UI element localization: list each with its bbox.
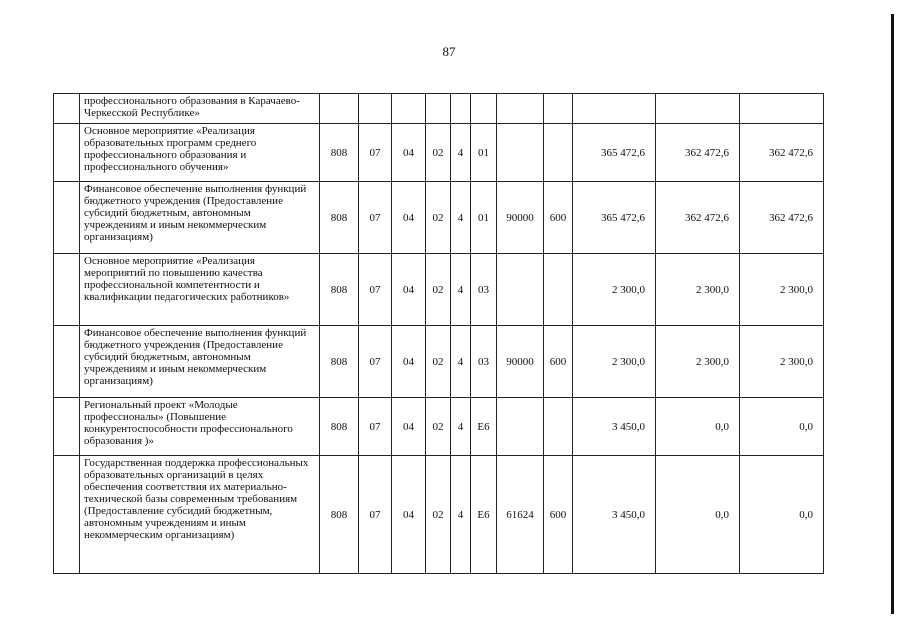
program-code-cell: 02 xyxy=(426,326,451,398)
item-name-cell: Финансовое обеспечение выполнения функций бюджетного учреждения (Предоставление субсидий бюджетным, автономным учреждениям и иным некоммерческим организациям) xyxy=(80,326,320,398)
item-name-cell: профессионального образования в Карачаево-Черкесской Республике» xyxy=(80,94,320,124)
row-number-cell xyxy=(54,456,80,574)
item-name-cell: Государственная поддержка профессиональных образовательных организаций в целях обеспечения соответствия их материально-технической базы современным требованиям (Предоставление субсидий бюджетным, автономным учреждениям и иным некоммерческим организациям) xyxy=(80,456,320,574)
subsection-code-cell: 04 xyxy=(392,326,426,398)
table-row xyxy=(54,94,824,124)
table-row xyxy=(54,326,824,398)
program-code-cell: 02 xyxy=(426,398,451,456)
activity-code-cell: 01 xyxy=(471,182,497,254)
amount-year-3-cell: 0,0 xyxy=(740,456,824,574)
amount-year-1-cell xyxy=(573,94,656,124)
direction-code-cell xyxy=(497,94,544,124)
expense-type-cell xyxy=(544,124,573,182)
page-number: 87 xyxy=(442,44,456,59)
amount-year-3-cell xyxy=(740,94,824,124)
grbs-code-cell: 808 xyxy=(320,326,359,398)
amount-year-2-cell: 362 472,6 xyxy=(656,182,740,254)
expense-type-cell: 600 xyxy=(544,456,573,574)
activity-code-cell: 03 xyxy=(471,326,497,398)
direction-code-cell: 90000 xyxy=(497,182,544,254)
item-name-cell: Основное мероприятие «Реализация образовательных программ среднего профессионального образования и профессионального обучения» xyxy=(80,124,320,182)
program-code-cell: 02 xyxy=(426,124,451,182)
activity-code-cell: 01 xyxy=(471,124,497,182)
section-code-cell: 07 xyxy=(359,456,392,574)
table-body xyxy=(54,94,824,574)
amount-year-2-cell: 2 300,0 xyxy=(656,326,740,398)
section-code-cell: 07 xyxy=(359,182,392,254)
amount-year-2-cell: 2 300,0 xyxy=(656,254,740,326)
direction-code-cell xyxy=(497,254,544,326)
row-number-cell xyxy=(54,182,80,254)
table-row xyxy=(54,398,824,456)
program-code-cell: 02 xyxy=(426,254,451,326)
subprogram-type-cell xyxy=(451,94,471,124)
grbs-code-cell: 808 xyxy=(320,254,359,326)
grbs-code-cell: 808 xyxy=(320,182,359,254)
subprogram-type-cell: 4 xyxy=(451,254,471,326)
table-row xyxy=(54,456,824,574)
activity-code-cell: 03 xyxy=(471,254,497,326)
grbs-code-cell: 808 xyxy=(320,398,359,456)
subsection-code-cell: 04 xyxy=(392,182,426,254)
grbs-code-cell: 808 xyxy=(320,124,359,182)
row-number-cell xyxy=(54,94,80,124)
amount-year-3-cell: 2 300,0 xyxy=(740,326,824,398)
row-number-cell xyxy=(54,254,80,326)
subprogram-type-cell: 4 xyxy=(451,326,471,398)
table-row xyxy=(54,254,824,326)
expense-type-cell xyxy=(544,254,573,326)
activity-code-cell xyxy=(471,94,497,124)
amount-year-2-cell: 362 472,6 xyxy=(656,124,740,182)
amount-year-3-cell: 362 472,6 xyxy=(740,182,824,254)
amount-year-1-cell: 2 300,0 xyxy=(573,326,656,398)
item-name-cell: Региональный проект «Молодые профессионалы» (Повышение конкурентоспособности профессионального образования )» xyxy=(80,398,320,456)
table-row xyxy=(54,124,824,182)
grbs-code-cell: 808 xyxy=(320,456,359,574)
section-code-cell: 07 xyxy=(359,254,392,326)
table-row xyxy=(54,182,824,254)
subprogram-type-cell: 4 xyxy=(451,398,471,456)
program-code-cell xyxy=(426,94,451,124)
section-code-cell xyxy=(359,94,392,124)
direction-code-cell: 61624 xyxy=(497,456,544,574)
direction-code-cell xyxy=(497,124,544,182)
subprogram-type-cell: 4 xyxy=(451,182,471,254)
amount-year-1-cell: 3 450,0 xyxy=(573,398,656,456)
grbs-code-cell xyxy=(320,94,359,124)
amount-year-1-cell: 2 300,0 xyxy=(573,254,656,326)
subsection-code-cell: 04 xyxy=(392,124,426,182)
scan-edge-line xyxy=(891,14,894,614)
subsection-code-cell: 04 xyxy=(392,398,426,456)
program-code-cell: 02 xyxy=(426,456,451,574)
amount-year-3-cell: 362 472,6 xyxy=(740,124,824,182)
amount-year-1-cell: 365 472,6 xyxy=(573,182,656,254)
amount-year-3-cell: 0,0 xyxy=(740,398,824,456)
direction-code-cell xyxy=(497,398,544,456)
subsection-code-cell: 04 xyxy=(392,254,426,326)
amount-year-1-cell: 3 450,0 xyxy=(573,456,656,574)
item-name-cell: Финансовое обеспечение выполнения функций бюджетного учреждения (Предоставление субсидий бюджетным, автономным учреждениям и иным некоммерческим организациям) xyxy=(80,182,320,254)
activity-code-cell: E6 xyxy=(471,398,497,456)
amount-year-2-cell xyxy=(656,94,740,124)
subprogram-type-cell: 4 xyxy=(451,124,471,182)
activity-code-cell: E6 xyxy=(471,456,497,574)
row-number-cell xyxy=(54,124,80,182)
subsection-code-cell xyxy=(392,94,426,124)
section-code-cell: 07 xyxy=(359,398,392,456)
amount-year-1-cell: 365 472,6 xyxy=(573,124,656,182)
subprogram-type-cell: 4 xyxy=(451,456,471,574)
section-code-cell: 07 xyxy=(359,326,392,398)
amount-year-2-cell: 0,0 xyxy=(656,456,740,574)
section-code-cell: 07 xyxy=(359,124,392,182)
item-name-cell: Основное мероприятие «Реализация мероприятий по повышению качества профессиональной компетентности и квалификации педагогических работников» xyxy=(80,254,320,326)
budget-table xyxy=(53,93,824,574)
program-code-cell: 02 xyxy=(426,182,451,254)
expense-type-cell xyxy=(544,94,573,124)
direction-code-cell: 90000 xyxy=(497,326,544,398)
expense-type-cell: 600 xyxy=(544,182,573,254)
amount-year-3-cell: 2 300,0 xyxy=(740,254,824,326)
expense-type-cell xyxy=(544,398,573,456)
row-number-cell xyxy=(54,398,80,456)
subsection-code-cell: 04 xyxy=(392,456,426,574)
expense-type-cell: 600 xyxy=(544,326,573,398)
amount-year-2-cell: 0,0 xyxy=(656,398,740,456)
row-number-cell xyxy=(54,326,80,398)
